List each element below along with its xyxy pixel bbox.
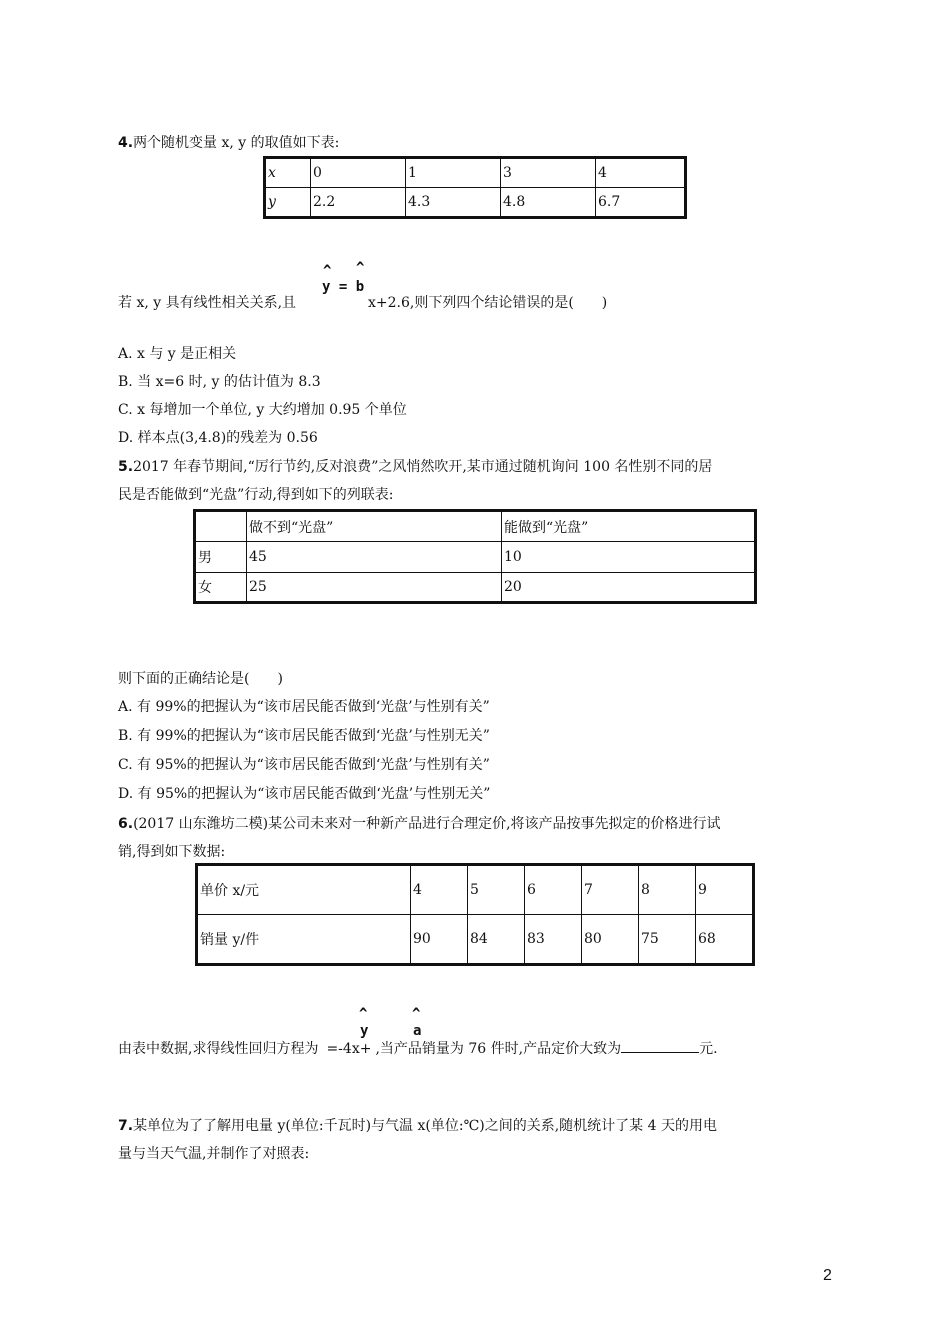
table-cell: 25 xyxy=(247,572,502,602)
table-cell: 1 xyxy=(406,158,501,188)
q5-header-row xyxy=(195,511,756,542)
table-cell: 6 xyxy=(525,865,582,915)
table-cell: 做不到“光盘” xyxy=(247,511,502,542)
q6-stem-text: (2017 山东潍坊二模)某公司未来对一种新产品进行合理定价,将该产品按事先拟定的价格进行试 xyxy=(133,816,721,832)
table-cell: 80 xyxy=(582,915,639,965)
q5-option-b: B. 有 99%的把握认为“该市居民能否做到‘光盘’与性别无关” xyxy=(118,728,490,744)
q5-option-c: C. 有 95%的把握认为“该市居民能否做到‘光盘’与性别有关” xyxy=(118,757,490,773)
hat-icon: ^ xyxy=(412,1006,421,1022)
q4-condition-post: x+2.6,则下列四个结论错误的是( ) xyxy=(368,295,608,311)
q4-row-y xyxy=(265,188,686,218)
table-cell: 0 xyxy=(311,158,406,188)
q6-hat-a: a xyxy=(413,1023,422,1039)
q4-condition-pre: 若 x, y 具有线性相关关系,且 xyxy=(118,295,297,311)
table-cell: 75 xyxy=(639,915,696,965)
table-cell: 3 xyxy=(501,158,596,188)
hat-icon: ^ xyxy=(356,260,365,276)
table-cell: 销量 y/件 xyxy=(197,915,411,965)
table-cell: 2.2 xyxy=(311,188,406,218)
table-cell: 女 xyxy=(195,572,247,602)
table-cell: 男 xyxy=(195,542,247,572)
table-cell: 7 xyxy=(582,865,639,915)
table-cell: 4 xyxy=(411,865,468,915)
table-cell: 4.8 xyxy=(501,188,596,218)
q4-stem xyxy=(118,132,339,152)
table-row xyxy=(195,572,756,602)
q4-option-b: B. 当 x=6 时, y 的估计值为 8.3 xyxy=(118,374,321,390)
q4-option-d: D. 样本点(3,4.8)的残差为 0.56 xyxy=(118,430,318,446)
table-cell: 6.7 xyxy=(596,188,686,218)
table-cell: 4 xyxy=(596,158,686,188)
q4-number: 4. xyxy=(118,135,134,151)
q6-sentence-mid: =-4x+ xyxy=(326,1041,372,1057)
q6-sentence-end: 元. xyxy=(699,1041,718,1057)
q5-option-a: A. 有 99%的把握认为“该市居民能否做到‘光盘’与性别有关” xyxy=(118,699,490,715)
table-cell: 10 xyxy=(502,542,756,572)
q6-sentence-pre: 由表中数据,求得线性回归方程为 xyxy=(118,1041,319,1057)
q7-stem-text: 某单位为了了解用电量 y(单位:千瓦时)与气温 x(单位:℃)之间的关系,随机统计了某 4 天的用电 xyxy=(133,1118,717,1134)
table-cell: 84 xyxy=(468,915,525,965)
hat-icon: ^ xyxy=(359,1006,368,1022)
q6-sentence-post: ,当产品销量为 76 件时,产品定价大致为 xyxy=(375,1041,622,1057)
q6-table xyxy=(195,863,755,966)
table-cell: 9 xyxy=(696,865,754,915)
table-cell: 90 xyxy=(411,915,468,965)
table-cell xyxy=(195,511,247,542)
table-cell: 4.3 xyxy=(406,188,501,218)
q4-stem-text: 两个随机变量 x, y 的取值如下表: xyxy=(133,135,340,151)
q6-hat-y: y xyxy=(360,1023,369,1039)
table-cell: 45 xyxy=(247,542,502,572)
q5-table xyxy=(193,509,757,604)
table-cell: 5 xyxy=(468,865,525,915)
table-cell: 20 xyxy=(502,572,756,602)
page-number: 2 xyxy=(823,1267,832,1284)
q4-option-a: A. x 与 y 是正相关 xyxy=(118,346,237,362)
q7-number: 7. xyxy=(118,1118,134,1134)
q4-regression-equation: y = b xyxy=(322,279,365,295)
q5-number: 5. xyxy=(118,459,134,475)
q6-number: 6. xyxy=(118,816,134,832)
q5-question: 则下面的正确结论是( ) xyxy=(118,671,283,687)
q5-stem-text: 2017 年春节期间,“厉行节约,反对浪费”之风悄然吹开,某市通过随机询问 100 名性别不同的居 xyxy=(133,459,713,475)
q4-row-x xyxy=(265,158,686,188)
q4-option-c: C. x 每增加一个单位, y 大约增加 0.95 个单位 xyxy=(118,402,407,418)
q6-stem-line2: 销,得到如下数据: xyxy=(118,844,226,860)
hat-icon: ^ xyxy=(323,263,332,279)
table-cell: 83 xyxy=(525,915,582,965)
table-cell: 68 xyxy=(696,915,754,965)
q5-stem-line2: 民是否能做到“光盘”行动,得到如下的列联表: xyxy=(118,487,394,503)
q7-stem-line1 xyxy=(118,1115,717,1135)
table-cell: y xyxy=(265,188,311,218)
q5-stem-line1 xyxy=(118,456,712,476)
table-row xyxy=(195,542,756,572)
q7-stem-line2: 量与当天气温,并制作了对照表: xyxy=(118,1146,310,1162)
q6-row-price xyxy=(197,865,754,915)
table-cell: 单价 x/元 xyxy=(197,865,411,915)
q6-sentence xyxy=(118,1038,718,1058)
q5-option-d: D. 有 95%的把握认为“该市居民能否做到‘光盘’与性别无关” xyxy=(118,786,491,802)
q6-stem-line1 xyxy=(118,813,721,833)
q6-row-sales xyxy=(197,915,754,965)
table-cell: x xyxy=(265,158,311,188)
q4-table xyxy=(263,156,687,219)
table-cell: 能做到“光盘” xyxy=(502,511,756,542)
table-cell: 8 xyxy=(639,865,696,915)
answer-blank[interactable] xyxy=(621,1038,699,1053)
